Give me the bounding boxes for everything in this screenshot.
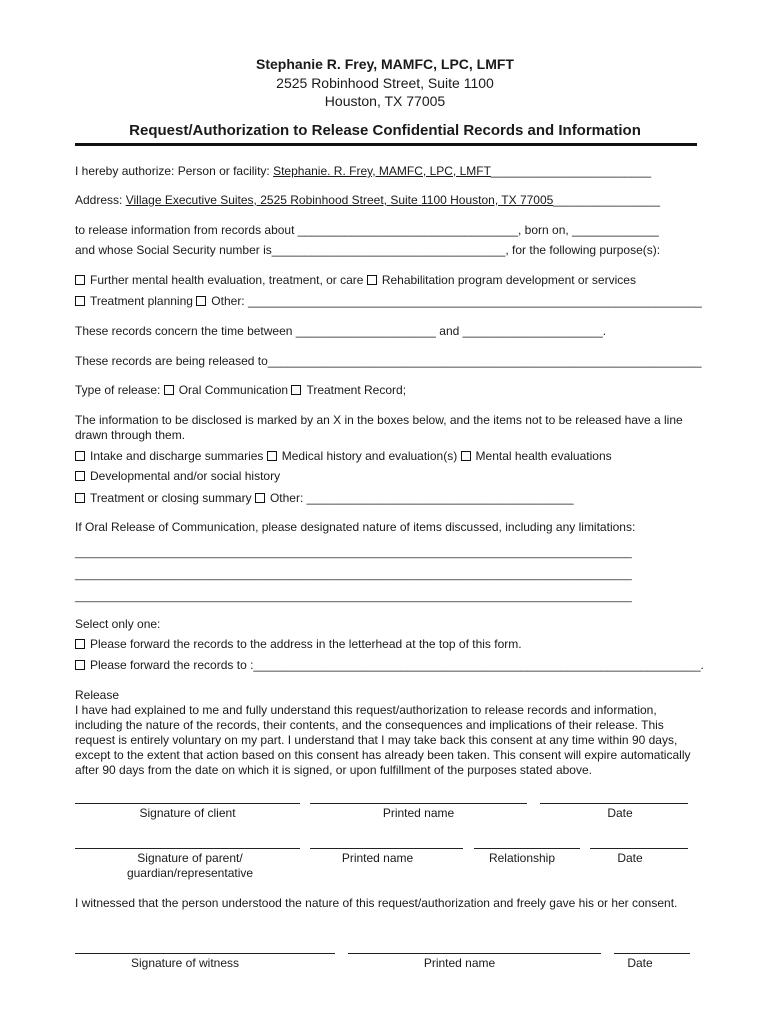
client-printed-name-label: Printed name xyxy=(382,806,455,820)
checkbox[interactable] xyxy=(75,296,85,306)
witness-signature-line[interactable] xyxy=(75,953,335,954)
purpose-other-label[interactable]: Other: ____________________________________________________________________ xyxy=(211,294,702,308)
parent-signature-label: Signature of parent/ guardian/representative xyxy=(126,851,254,880)
relationship-line[interactable] xyxy=(474,848,580,849)
forward-address-label[interactable]: Please forward the records to :___________________________________________________________________. xyxy=(90,658,704,672)
items-line-3 xyxy=(75,491,574,506)
forward-letterhead-label: Please forward the records to the address in the letterhead at the top of this form. xyxy=(90,637,522,651)
provider-city: Houston, TX 77005 xyxy=(324,93,446,109)
oral-communication-label: Oral Communication xyxy=(178,383,292,397)
released-to-line[interactable]: These records are being released to_________________________________________________________________ xyxy=(75,354,702,368)
client-date-label: Date xyxy=(607,806,633,820)
witness-printed-name-label: Printed name xyxy=(423,956,496,970)
disclosure-instructions: The information to be disclosed is marked by an X in the boxes below, and the items not to be released have a line drawn through them. xyxy=(75,413,683,442)
release-statement: I have had explained to me and fully understand this request/authorization to release records and information, including the nature of the records, their contents, and the consequences and implications of their release. This request is entirely voluntary on my part. I understand that I may take back this consent at any time within 90 days, except to the extent that action based on this consent has already been taken. This consent will expire automatically after 90 days from the date on which it is signed, or upon fulfillment of the purposes stated above. xyxy=(75,703,691,777)
items-other-label[interactable]: Other: ________________________________________ xyxy=(269,491,574,505)
parent-signature-line[interactable] xyxy=(75,848,300,849)
oral-release-label: If Oral Release of Communication, please designated nature of items discussed, including any limitations: xyxy=(75,520,636,534)
provider-address: 2525 Robinhood Street, Suite 1100 xyxy=(276,75,494,91)
forward-option-2 xyxy=(75,658,704,673)
oral-release-blank-1[interactable]: ___________________________________________________________________________________________ xyxy=(75,547,632,559)
checkbox[interactable] xyxy=(75,660,85,670)
form-title: Request/Authorization to Release Confidential Records and Information xyxy=(129,122,641,139)
witness-signature-label: Signature of witness xyxy=(130,956,240,970)
authorize-label: I hereby authorize: Person or facility: xyxy=(75,164,274,178)
checkbox[interactable] xyxy=(255,493,265,503)
checkbox[interactable] xyxy=(75,493,85,503)
forward-option-1 xyxy=(75,637,522,652)
oral-release-blank-2[interactable]: ___________________________________________________________________________________________ xyxy=(75,569,632,581)
witness-date-line[interactable] xyxy=(614,953,690,954)
authorize-line xyxy=(75,164,651,179)
purpose-evaluation-label: Further mental health evaluation, treatment, or care xyxy=(90,273,367,287)
purpose-rehab-label: Rehabilitation program development or services xyxy=(381,273,636,287)
checkbox[interactable] xyxy=(164,385,174,395)
treatment-summary-label: Treatment or closing summary xyxy=(90,491,255,505)
release-type-line xyxy=(75,383,406,398)
medical-history-label: Medical history and evaluation(s) xyxy=(281,449,461,463)
checkbox[interactable] xyxy=(291,385,301,395)
witness-statement: I witnessed that the person understood the nature of this request/authorization and freely gave his or her consent. xyxy=(75,896,678,910)
intake-label: Intake and discharge summaries xyxy=(90,449,267,463)
witness-date-label: Date xyxy=(627,956,653,970)
title-divider xyxy=(75,143,697,146)
checkbox[interactable] xyxy=(461,451,471,461)
checkbox[interactable] xyxy=(196,296,206,306)
parent-date-label: Date xyxy=(617,851,643,865)
address-line xyxy=(75,193,660,208)
parent-printed-name-line[interactable] xyxy=(310,848,463,849)
checkbox[interactable] xyxy=(75,471,85,481)
client-date-line[interactable] xyxy=(540,803,688,804)
checkbox[interactable] xyxy=(75,639,85,649)
client-signature-line[interactable] xyxy=(75,803,300,804)
witness-printed-name-line[interactable] xyxy=(348,953,601,954)
client-printed-name-line[interactable] xyxy=(310,803,527,804)
release-type-label: Type of release: xyxy=(75,383,164,397)
parent-date-line[interactable] xyxy=(590,848,688,849)
checkbox[interactable] xyxy=(267,451,277,461)
authorize-blank: ________________________ xyxy=(490,164,652,178)
purpose-line-2 xyxy=(75,294,702,309)
relationship-label: Relationship xyxy=(488,851,556,865)
items-line-1 xyxy=(75,449,612,464)
address-value[interactable]: Village Executive Suites, 2525 Robinhood Street, Suite 1100 Houston, TX 77005 xyxy=(125,193,554,207)
time-between-line[interactable]: These records concern the time between _____________________ and _____________________. xyxy=(75,324,607,338)
address-blank: ________________ xyxy=(553,193,661,207)
checkbox[interactable] xyxy=(75,275,85,285)
oral-release-blank-3[interactable]: ___________________________________________________________________________________________ xyxy=(75,591,632,603)
release-heading: Release xyxy=(75,688,120,702)
client-signature-label: Signature of client xyxy=(139,806,236,820)
developmental-label: Developmental and/or social history xyxy=(90,469,281,483)
select-one-label: Select only one: xyxy=(75,617,161,631)
authorize-value[interactable]: Stephanie. R. Frey, MAMFC, LPC, LMFT xyxy=(273,164,491,178)
parent-printed-name-label: Printed name xyxy=(341,851,414,865)
mental-health-label: Mental health evaluations xyxy=(475,449,612,463)
items-line-2 xyxy=(75,469,280,484)
treatment-record-label: Treatment Record; xyxy=(306,383,407,397)
ssn-line[interactable]: and whose Social Security number is___________________________________, for the following purpose(s): xyxy=(75,243,661,257)
address-label: Address: xyxy=(75,193,126,207)
checkbox[interactable] xyxy=(75,451,85,461)
release-from-line[interactable]: to release information from records about _________________________________, born on, _____________ xyxy=(75,223,659,237)
purpose-line-1 xyxy=(75,273,636,288)
provider-name: Stephanie R. Frey, MAMFC, LPC, LMFT xyxy=(256,56,514,72)
checkbox[interactable] xyxy=(367,275,377,285)
purpose-treatment-planning-label: Treatment planning xyxy=(90,294,197,308)
